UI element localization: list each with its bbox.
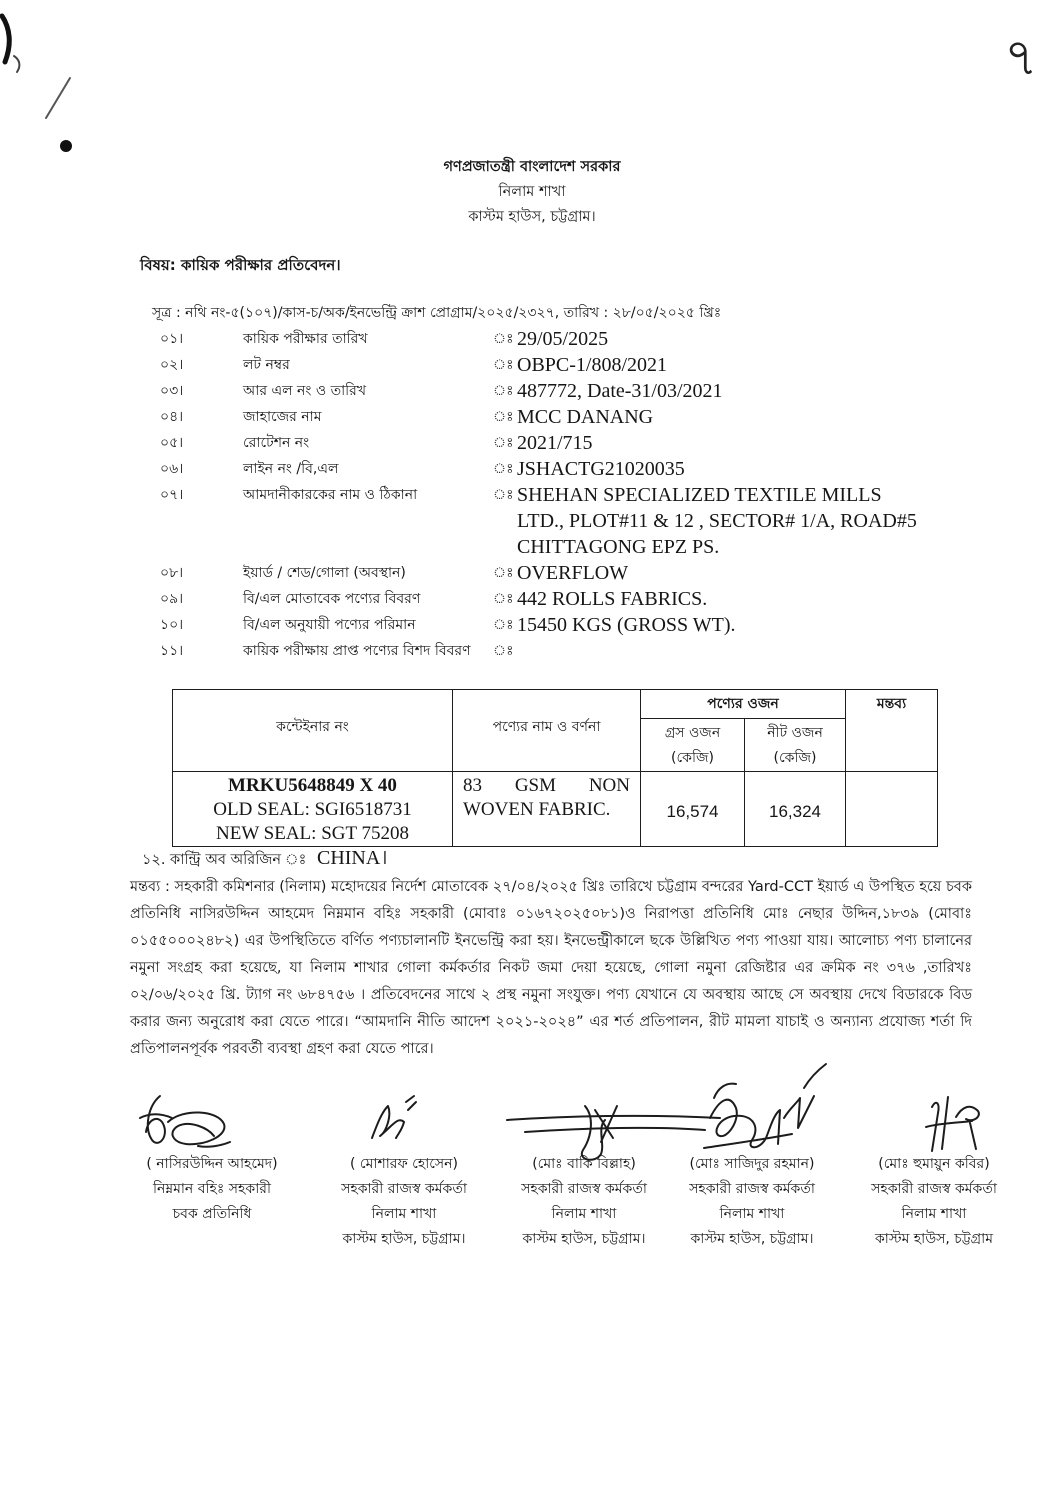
- item-number: ১১।: [160, 643, 184, 659]
- item-value: 29/05/2025: [517, 328, 609, 350]
- signatory-branch: নিলাম শাখা: [551, 1206, 617, 1222]
- list-item: [160, 378, 1037, 404]
- item-value: 487772, Date-31/03/2021: [517, 380, 723, 402]
- header-net-weight: [745, 719, 846, 772]
- header-gross-label: গ্রস ওজন: [664, 725, 721, 741]
- table-head: [173, 690, 938, 772]
- address-line: LTD., PLOT#11 & 12 , SECTOR# 1/A, ROAD#5: [517, 510, 917, 532]
- new-seal: NEW SEAL: SGT 75208: [216, 823, 409, 844]
- item-value: JSHACTG21020035: [517, 458, 685, 480]
- item-separator: ঃ: [493, 617, 514, 633]
- item-separator: ঃ: [493, 357, 514, 373]
- signatory-block: [499, 1152, 669, 1252]
- item-separator: ঃ: [493, 383, 514, 399]
- origin-label: ১২. কান্ট্রি অব অরিজিন ঃ: [142, 852, 307, 868]
- item-number: ০১।: [160, 331, 184, 347]
- signatory-office: কাস্টম হাউস, চট্টগ্রাম।: [522, 1231, 646, 1247]
- details-list: [160, 326, 1037, 664]
- item-number: ০৫।: [160, 435, 184, 451]
- item-number: ০৯।: [160, 591, 184, 607]
- header-remarks: মন্তব্য: [846, 690, 938, 772]
- page-number: ৭: [1004, 28, 1038, 88]
- country-of-origin: [142, 845, 387, 873]
- table-body: [173, 772, 938, 847]
- header-net-unit: (কেজি): [773, 750, 817, 766]
- item-number: ০২।: [160, 357, 184, 373]
- list-item: [160, 326, 1037, 352]
- signatory-name: ( মোশারফ হোসেন): [350, 1156, 458, 1172]
- header-goods-description: পণ্যের নাম ও বর্ণনা: [453, 690, 641, 772]
- signatory-designation: নিম্নমান বহিঃ সহকারী: [153, 1181, 271, 1197]
- header-container-no: কন্টেইনার নং: [173, 690, 453, 772]
- item-number: ০৮।: [160, 565, 184, 581]
- subject-line: বিষয়: কায়িক পরীক্ষার প্রতিবেদন।: [140, 256, 341, 274]
- net-weight-cell: 16,324: [745, 772, 846, 847]
- address-line: CHITTAGONG EPZ PS.: [517, 536, 720, 558]
- list-item: [160, 638, 1037, 664]
- container-cell: [173, 772, 453, 847]
- item-label: জাহাজের নাম: [243, 409, 322, 425]
- signatory-block: [849, 1152, 1019, 1252]
- signature-sajidur: [700, 1058, 830, 1160]
- letterhead: [12, 155, 1052, 230]
- list-item: [160, 430, 1037, 456]
- signatory-name: ( নাসিরউদ্দিন আহমেদ): [146, 1156, 278, 1172]
- item-separator: ঃ: [493, 565, 514, 581]
- address-line: SHEHAN SPECIALIZED TEXTILE MILLS: [517, 484, 882, 506]
- item-value-empty: [517, 638, 1037, 664]
- table-header-row: [173, 690, 938, 719]
- signature-mosharraf: [368, 1092, 420, 1142]
- list-item: [160, 456, 1037, 482]
- binding-marks: [0, 0, 90, 170]
- list-item: [160, 404, 1037, 430]
- header-net-label: নীট ওজন: [767, 725, 823, 741]
- item-value: OBPC-1/808/2021: [517, 354, 668, 376]
- header-gross-weight: [641, 719, 745, 772]
- list-item: [160, 586, 1037, 612]
- item-separator: ঃ: [493, 435, 514, 451]
- header-gross-unit: (কেজি): [671, 750, 714, 766]
- item-value: 2021/715: [517, 432, 593, 454]
- item-label: রোটেশন নং: [243, 435, 310, 451]
- item-separator: ঃ: [493, 331, 514, 347]
- signatory-designation: সহকারী রাজস্ব কর্মকর্তা: [689, 1181, 815, 1197]
- gross-weight-cell: 16,574: [641, 772, 745, 847]
- signatory-block: [667, 1152, 837, 1252]
- item-separator: ঃ: [493, 409, 514, 425]
- remarks-paragraph: মন্তব্য : সহকারী কমিশনার (নিলাম) মহোদয়ের নির্দেশ মোতাবেক ২৭/০৪/২০২৫ খ্রিঃ তারিখে চট্টগ্রাম বন্দরের Yard-CCT ইয়ার্ড এ উপস্থিত হয়ে চবক প্রতিনিধি নাসিরউদ্দিন আহমেদ নিম্নমান বহিঃ সহকারী (মোবাঃ ০১৬৭২০২৫০৮১)ও নিরাপত্তা প্রতিনিধি মোঃ নেছার উদ্দিন,১৮৩৯ (মোবাঃ ০১৫৫০০০২৪৮২) এর উপস্থিতিতে বর্ণিত পণ্যচালানটি ইনভেন্ট্রি করা হয়। ইনভেন্ট্রীকালে ছকে উল্লিখিত পণ্য পাওয়া যায়। আলোচ্য পণ্য চালানের নমুনা সংগ্রহ করা হয়েছে, যা নিলাম শাখার গোলা কর্মকর্তার নিকট জমা দেয়া হয়েছে, গোলা নমুনা রেজিষ্টার এর ক্রমিক নং ৩৭৬ ,তারিখঃ ০২/০৬/২০২৫ খ্রি. ট্যাগ নং ৬৮৪৭৫৬ । প্রতিবেদনের সাথে ২ প্রস্থ নমুনা সংযুক্ত। পণ্য যেখানে যে অবস্থায় আছে সে অবস্থায় দেখে বিডারকে বিড করার জন্য অনুরোধ করা যেতে পারে। “আমদানি নীতি আদেশ ২০২১-২০২৪” এর শর্ত প্রতিপালন, রীট মামলা যাচাই ও অন্যান্য প্রযোজ্য শর্তা দি প্রতিপালনপূর্বক পরবর্তী ব্যবস্থা গ্রহণ করা যেতে পারে।: [130, 879, 972, 1057]
- item-separator: ঃ: [493, 461, 514, 477]
- old-seal: OLD SEAL: SGI6518731: [213, 799, 412, 820]
- item-label: আর এল নং ও তারিখ: [243, 383, 367, 399]
- signatory-branch: নিলাম শাখা: [371, 1206, 437, 1222]
- item-label: বি/এল মোতাবেক পণ্যের বিবরণ: [243, 591, 421, 607]
- signatory-office: কাস্টম হাউস, চট্টগ্রাম: [875, 1231, 993, 1247]
- origin-value: CHINA।: [316, 847, 388, 869]
- government-title: গণপ্রজাতন্ত্রী বাংলাদেশ সরকার: [443, 159, 621, 175]
- signatory-designation: সহকারী রাজস্ব কর্মকর্তা: [341, 1181, 467, 1197]
- list-item: [160, 352, 1037, 378]
- item-value: 442 ROLLS FABRICS.: [517, 588, 708, 610]
- list-item: [160, 482, 1037, 560]
- signatory-name: (মোঃ সাজিদুর রহমান): [689, 1156, 815, 1172]
- importer-address: [517, 482, 1037, 560]
- item-label: আমদানীকারকের নাম ও ঠিকানা: [243, 487, 418, 503]
- list-item: [160, 560, 1037, 586]
- item-separator: ঃ: [493, 591, 514, 607]
- office-name: কাস্টম হাউস, চট্টগ্রাম।: [468, 209, 596, 225]
- remarks-section: [130, 874, 997, 1263]
- container-number: MRKU5648849 X 40: [228, 775, 397, 796]
- signatory-branch: নিলাম শাখা: [719, 1206, 785, 1222]
- signatory-office: কাস্টম হাউস, চট্টগ্রাম।: [690, 1231, 814, 1247]
- signatory-branch: নিলাম শাখা: [901, 1206, 967, 1222]
- signatory-block: [319, 1152, 489, 1252]
- goods-description-cell: 83 GSM NON WOVEN FABRIC.: [453, 772, 641, 847]
- signatory-organization: চবক প্রতিনিধি: [172, 1206, 252, 1222]
- branch-name: নিলাম শাখা: [498, 184, 566, 200]
- item-separator: ঃ: [493, 487, 514, 503]
- signatory-office: কাস্টম হাউস, চট্টগ্রাম।: [342, 1231, 466, 1247]
- signatory-block: [127, 1152, 297, 1227]
- item-label: লট নম্বর: [243, 357, 290, 373]
- item-label: লাইন নং /বি,এল: [243, 461, 339, 477]
- item-number: ১০।: [160, 617, 184, 633]
- header-goods-weight: পণ্যের ওজন: [641, 690, 846, 719]
- item-value: OVERFLOW: [517, 562, 629, 584]
- signature-nasiruddin: [138, 1088, 232, 1152]
- item-value: MCC DANANG: [517, 406, 654, 428]
- item-separator: ঃ: [493, 643, 514, 659]
- item-number: ০৭।: [160, 487, 184, 503]
- signatory-name: (মোঃ হুমায়ুন কবির): [878, 1156, 990, 1172]
- item-number: ০৩।: [160, 383, 184, 399]
- signature-humayun: [912, 1093, 988, 1152]
- signatory-designation: সহকারী রাজস্ব কর্মকর্তা: [871, 1181, 997, 1197]
- item-label: কায়িক পরীক্ষার তারিখ: [243, 331, 368, 347]
- item-number: ০৬।: [160, 461, 184, 477]
- item-value: 15450 KGS (GROSS WT).: [517, 614, 736, 636]
- list-item: [160, 612, 1037, 638]
- reference-line: সূত্র : নথি নং-৫(১০৭)/কাস-চ/অক/ইনভেন্ট্রি ক্রাশ প্রোগ্রাম/২০২৫/২৩২৭, তারিখ : ২৮/০৫/২০২৫ খ্রিঃ: [152, 305, 722, 321]
- signatory-designation: সহকারী রাজস্ব কর্মকর্তা: [521, 1181, 647, 1197]
- goods-table: [172, 689, 938, 847]
- item-label: কায়িক পরীক্ষায় প্রাপ্ত পণ্যের বিশদ বিবরণ: [243, 643, 471, 659]
- signature-area: [120, 1063, 1020, 1263]
- item-label: বি/এল অনুযায়ী পণ্যের পরিমান: [243, 617, 416, 633]
- remarks-cell: [846, 772, 938, 847]
- item-label: ইয়ার্ড / শেড/গোলা (অবস্থান): [243, 565, 406, 581]
- item-number: ০৪।: [160, 409, 184, 425]
- table-row: [173, 772, 938, 847]
- signatory-name: (মোঃ বাকি বিল্লাহ): [532, 1156, 636, 1172]
